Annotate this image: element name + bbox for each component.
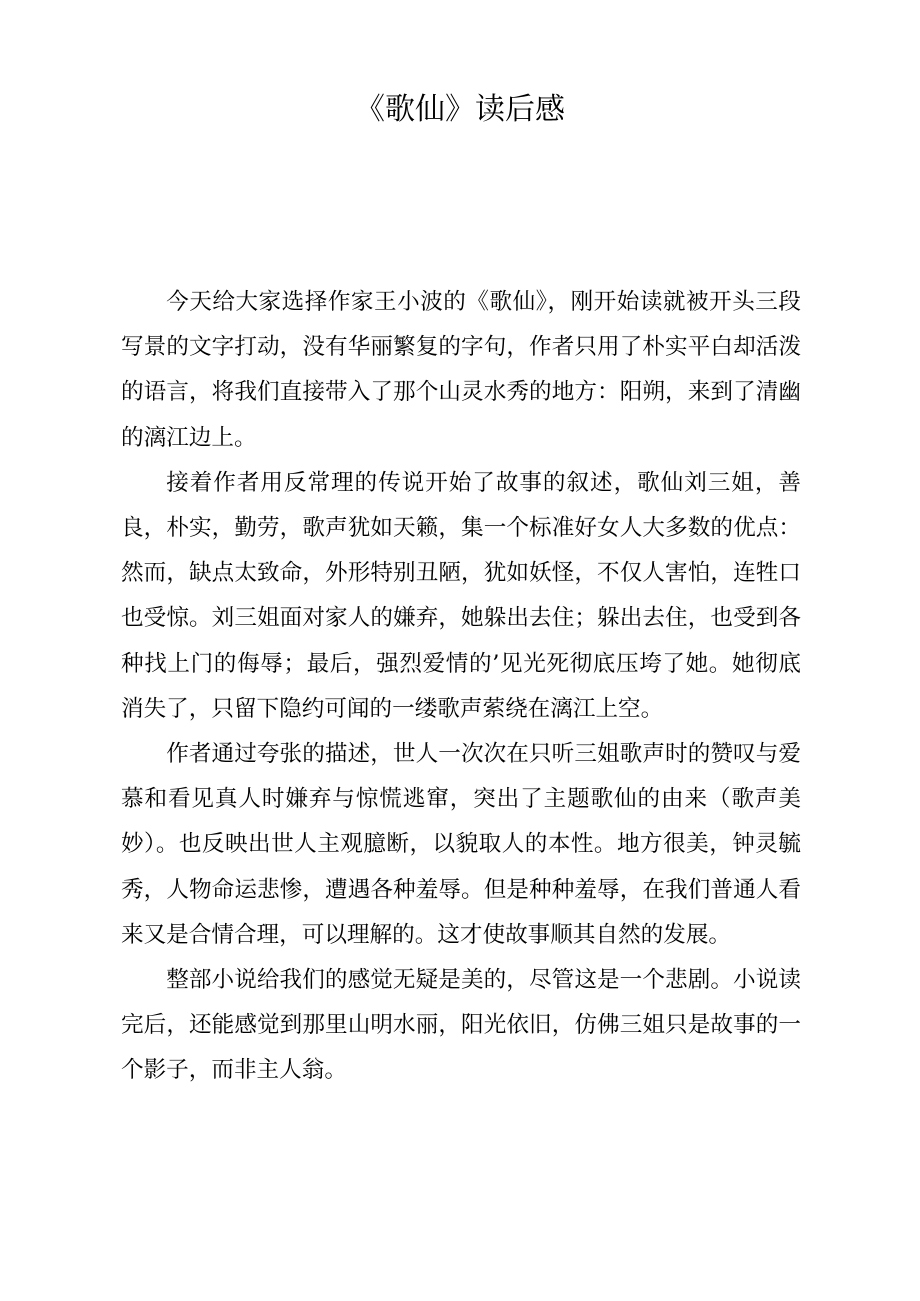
paragraph-4: 整部小说给我们的感觉无疑是美的，尽管这是一个悲剧。小说读完后，还能感觉到那里山明水丽，阳光依旧，仿佛三姐只是故事的一个影子，而非主人翁。 [121, 967, 801, 1084]
paragraph-2: 接着作者用反常理的传说开始了故事的叙述，歌仙刘三姐，善良，朴实，勤劳，歌声犹如天籁，集一个标准好女人大多数的优点：然而，缺点太致命，外形特别丑陋，犹如妖怪，不仅人害怕，连牲口也受惊。刘三姐面对家人的嫌弃，她躲出去住；躲出去住，也受到各种找上门的侮辱；最后，强烈爱情的’见光死彻底压垮了她。她彻底消失了，只留下隐约可闻的一缕歌声萦绕在漓江上空。 [121, 469, 801, 722]
paragraph-3: 作者通过夸张的描述，世人一次次在只听三姐歌声时的赞叹与爱慕和看见真人时嫌弃与惊慌逃窜，突出了主题歌仙的由来（歌声美妙）。也反映出世人主观臆断，以貌取人的本性。地方很美，钟灵毓秀，人物命运悲惨，遭遇各种羞辱。但是种种羞辱，在我们普通人看来又是合情合理，可以理解的。这才使故事顺其自然的发展。 [121, 741, 801, 948]
document-title: 《歌仙》读后感 [355, 92, 565, 127]
paragraph-1: 今天给大家选择作家王小波的《歌仙》，刚开始读就被开头三段写景的文字打动，没有华丽繁复的字句，作者只用了朴实平白却活泼的语言，将我们直接带入了那个山灵水秀的地方：阳朔，来到了清幽的漓江边上。 [121, 289, 801, 451]
document-body [121, 280, 801, 1094]
